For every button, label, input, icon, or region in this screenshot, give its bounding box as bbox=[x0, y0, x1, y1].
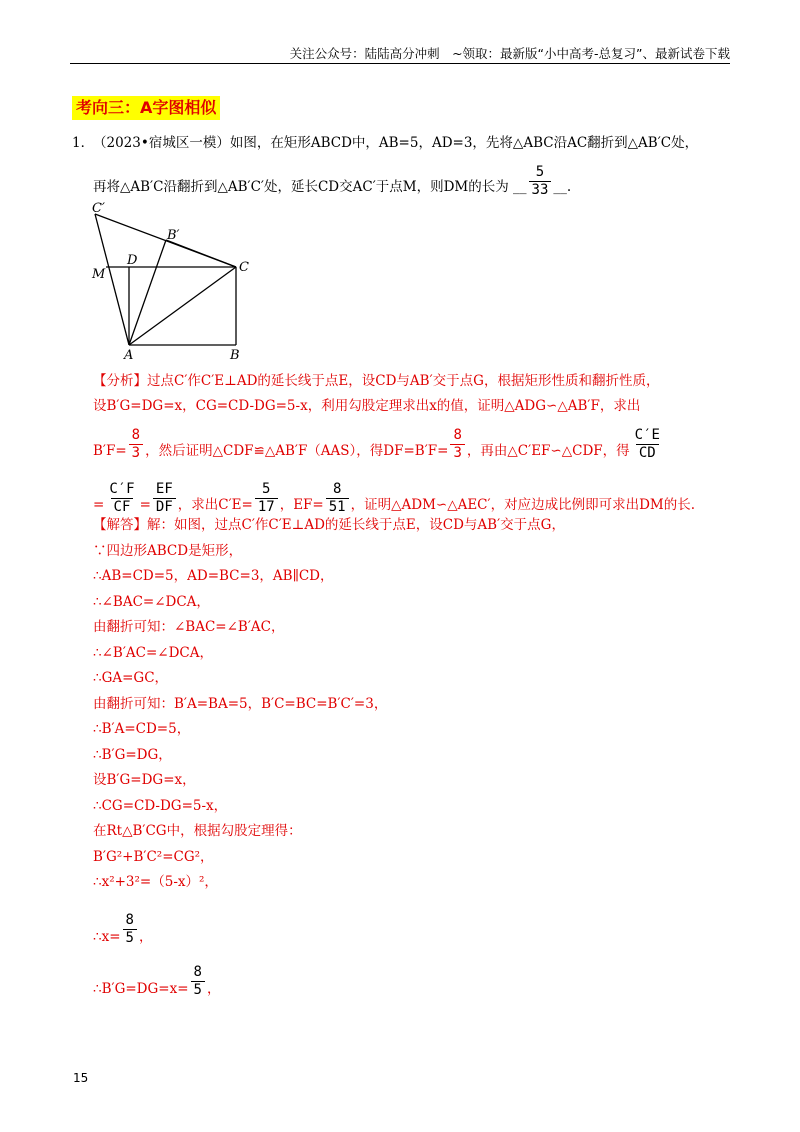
solution-line-13: 在Rt△B′CG中，根据勾股定理得： bbox=[93, 823, 302, 839]
denominator: 3 bbox=[450, 444, 464, 462]
solution-line-17 bbox=[93, 964, 221, 1007]
fraction bbox=[129, 427, 143, 462]
denominator: 3 bbox=[129, 444, 143, 462]
fraction bbox=[326, 481, 349, 516]
answer-blank-post: __. bbox=[553, 179, 572, 195]
numerator: 8 bbox=[332, 481, 342, 497]
solution-text: ， bbox=[206, 981, 221, 997]
solution-line-9: ∴B′A=CD=5， bbox=[93, 721, 191, 737]
solution-text: ∴x= bbox=[93, 929, 121, 945]
fraction bbox=[153, 481, 176, 516]
question-line-2-text: 再将△AB′C沿翻折到△AB′C′处，延长CD交AC′于点M，则DM的长为 bbox=[93, 179, 509, 195]
label-C: C bbox=[239, 260, 249, 275]
numerator: 8 bbox=[193, 964, 202, 980]
fraction bbox=[123, 912, 137, 947]
edge-C-prime-C bbox=[95, 214, 236, 267]
fraction bbox=[632, 427, 663, 462]
label-B-prime: B′ bbox=[167, 228, 180, 243]
solution-text: ∴B′G=DG=x= bbox=[93, 981, 189, 997]
section-title: 考向三：A字图相似 bbox=[72, 96, 220, 120]
analysis-text: ，EF= bbox=[279, 497, 324, 513]
denominator: CD bbox=[636, 444, 659, 462]
question-line-1: （2023•宿城区一模）如图，在矩形ABCD中，AB=5，AD=3，先将△ABC沿AC翻折到△AB′C处， bbox=[93, 135, 699, 151]
solution-line-1: 【解答】解：如图，过点C′作C′E⊥AD的延长线于点E，设CD与AB′交于点G， bbox=[93, 517, 565, 533]
fraction bbox=[106, 481, 137, 516]
denominator: 17 bbox=[255, 498, 278, 516]
analysis-text: ，证明△ADM∽△AEC′，对应边成比例即可求出DM的长. bbox=[350, 497, 696, 513]
solution-line-4: ∴∠BAC=∠DCA， bbox=[93, 594, 210, 610]
denominator: DF bbox=[153, 498, 176, 516]
solution-line-14: B′G²+B′C²=CG²， bbox=[93, 849, 214, 865]
solution-line-6: ∴∠B′AC=∠DCA， bbox=[93, 645, 213, 661]
label-A: A bbox=[124, 348, 134, 363]
solution-text: ， bbox=[138, 929, 153, 945]
solution-line-16 bbox=[93, 912, 153, 955]
label-C-prime: C′ bbox=[92, 201, 105, 216]
analysis-line-1: 【分析】过点C′作C′E⊥AD的延长线于点E，设CD与AB′交于点G，根据矩形性质和翻折性质， bbox=[93, 373, 660, 389]
answer-blank-pre: __ bbox=[513, 179, 527, 195]
analysis-text: ，然后证明△CDF≌△AB′F（AAS），得DF=B′F= bbox=[145, 443, 449, 459]
analysis-text: B′F= bbox=[93, 443, 127, 459]
denominator: CF bbox=[111, 498, 134, 516]
edge-AC bbox=[129, 267, 236, 345]
geometry-figure bbox=[84, 196, 264, 366]
denominator: 5 bbox=[191, 981, 205, 999]
analysis-text: ，求出C′E= bbox=[177, 497, 253, 513]
fraction bbox=[255, 481, 278, 516]
analysis-text: = bbox=[139, 497, 151, 513]
solution-line-8: 由翻折可知：B′A=BA=5，B′C=BC=B′C′=3， bbox=[93, 696, 388, 712]
question-number: 1． bbox=[72, 135, 95, 151]
numerator: C′F bbox=[109, 481, 135, 497]
label-M: M bbox=[92, 267, 106, 282]
numerator: 8 bbox=[453, 427, 462, 443]
solution-line-12: ∴CG=CD-DG=5-x， bbox=[93, 798, 228, 814]
solution-line-11: 设B′G=DG=x， bbox=[93, 772, 196, 788]
analysis-line-3 bbox=[93, 427, 665, 469]
fraction bbox=[450, 427, 464, 462]
denominator: 51 bbox=[326, 498, 349, 516]
numerator: 8 bbox=[125, 912, 134, 928]
page-header: 关注公众号：陆陆高分冲刺 ~领取：最新版“小中高考-总复习”、最新试卷下载 bbox=[289, 46, 730, 61]
solution-line-15: ∴x²+3²=（5-x）²， bbox=[93, 874, 218, 890]
solution-line-7: ∴GA=GC， bbox=[93, 670, 169, 686]
analysis-line-2: 设B′G=DG=x，CG=CD-DG=5-x，利用勾股定理求出x的值，证明△ADG∽△AB′F，求出 bbox=[93, 398, 641, 414]
numerator: 8 bbox=[131, 427, 141, 443]
numerator: EF bbox=[155, 481, 173, 497]
numerator: C′E bbox=[634, 427, 660, 443]
denominator: 5 bbox=[123, 929, 137, 947]
numerator: 5 bbox=[262, 481, 271, 497]
answer-denominator: 33 bbox=[529, 181, 552, 199]
solution-line-10: ∴B′G=DG， bbox=[93, 747, 172, 763]
solution-line-2: ∵四边形ABCD是矩形， bbox=[93, 543, 243, 559]
fraction bbox=[191, 964, 205, 999]
analysis-text: ，再由△C′EF∽△CDF，得 bbox=[466, 443, 630, 459]
solution-line-3: ∴AB=CD=5，AD=BC=3，AB∥CD， bbox=[93, 568, 334, 584]
label-D: D bbox=[127, 253, 138, 268]
answer-fraction bbox=[529, 164, 552, 199]
solution-line-5: 由翻折可知：∠BAC=∠B′AC， bbox=[93, 619, 285, 635]
header-rule bbox=[70, 63, 730, 64]
analysis-text: = bbox=[93, 497, 105, 513]
page-number: 15 bbox=[73, 1071, 89, 1085]
label-B: B bbox=[230, 348, 240, 363]
answer-numerator: 5 bbox=[535, 164, 545, 180]
